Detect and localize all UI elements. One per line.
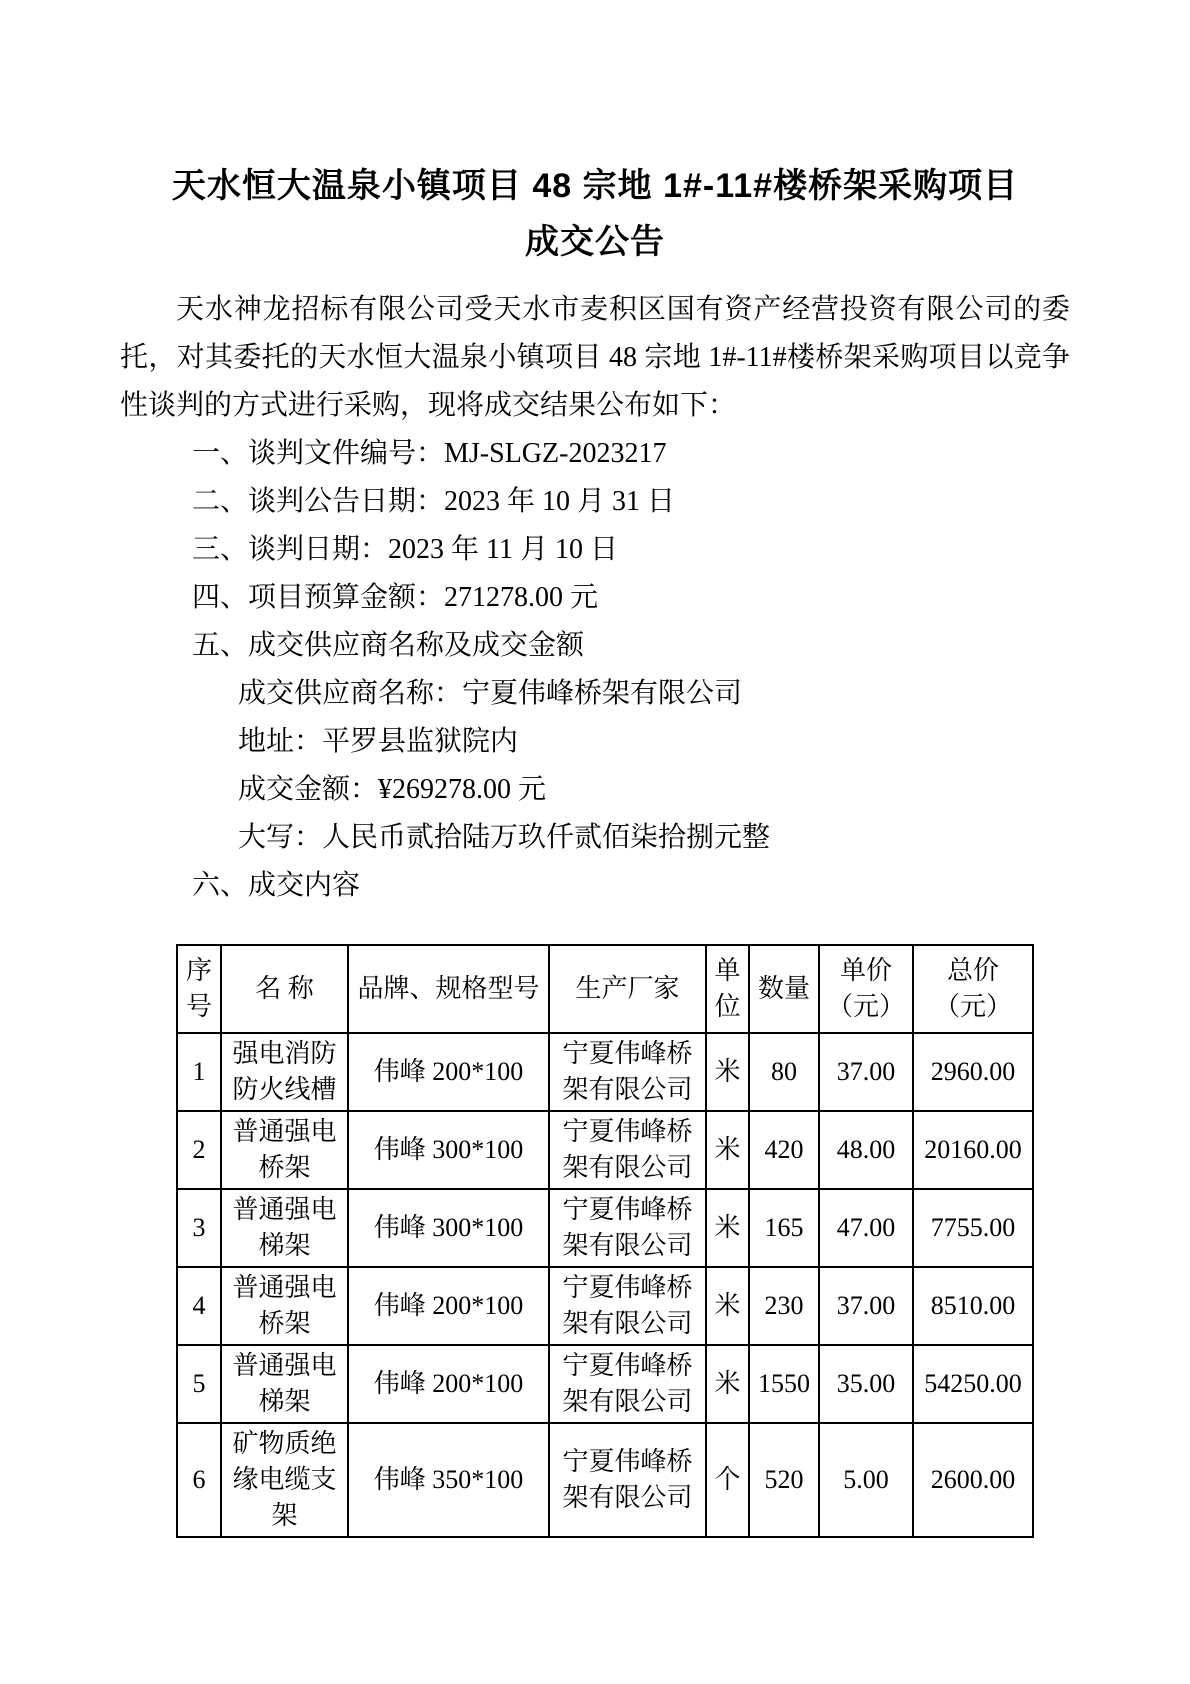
table-cell: 230 bbox=[749, 1267, 819, 1345]
table-cell: 宁夏伟峰桥架有限公司 bbox=[549, 1189, 706, 1267]
table-cell: 宁夏伟峰桥架有限公司 bbox=[549, 1423, 706, 1537]
supplier-detail-line: 大写：人民币贰拾陆万玖仟贰佰柒拾捌元整 bbox=[238, 822, 771, 853]
table-cell: 2600.00 bbox=[913, 1423, 1033, 1537]
table-cell: 普通强电桥架 bbox=[221, 1111, 348, 1189]
table-cell: 强电消防防火线槽 bbox=[221, 1033, 348, 1111]
table-header-cell: 生产厂家 bbox=[549, 945, 706, 1033]
table-cell: 普通强电桥架 bbox=[221, 1267, 348, 1345]
table-cell: 宁夏伟峰桥架有限公司 bbox=[549, 1111, 706, 1189]
table-row bbox=[177, 1033, 1033, 1111]
table-cell: 宁夏伟峰桥架有限公司 bbox=[549, 1267, 706, 1345]
table-cell: 6 bbox=[177, 1423, 221, 1537]
table-cell: 2 bbox=[177, 1111, 221, 1189]
numbered-items-list bbox=[120, 430, 1070, 670]
table-cell: 宁夏伟峰桥架有限公司 bbox=[549, 1345, 706, 1423]
table-cell: 4 bbox=[177, 1267, 221, 1345]
table-cell: 个 bbox=[706, 1423, 749, 1537]
table-cell: 伟峰 300*100 bbox=[348, 1189, 549, 1267]
table-header-cell: 单位 bbox=[706, 945, 749, 1033]
table-cell: 520 bbox=[749, 1423, 819, 1537]
numbered-item: 一、谈判文件编号：MJ-SLGZ-2023217 bbox=[192, 438, 667, 469]
numbered-item: 三、谈判日期：2023 年 11 月 10 日 bbox=[192, 534, 618, 565]
table-cell: 1550 bbox=[749, 1345, 819, 1423]
table-header-cell: 品牌、规格型号 bbox=[348, 945, 549, 1033]
award-content-table bbox=[176, 944, 1034, 1538]
table-cell: 米 bbox=[706, 1033, 749, 1111]
table-cell: 37.00 bbox=[819, 1033, 913, 1111]
table-cell: 伟峰 200*100 bbox=[348, 1267, 549, 1345]
table-cell: 矿物质绝缘电缆支架 bbox=[221, 1423, 348, 1537]
table-row bbox=[177, 1423, 1033, 1537]
numbered-item: 五、成交供应商名称及成交金额 bbox=[192, 630, 585, 661]
table-cell: 普通强电梯架 bbox=[221, 1189, 348, 1267]
title-line2: 成交公告 bbox=[525, 223, 665, 261]
title-line1: 天水恒大温泉小镇项目 48 宗地 1#-11#楼桥架采购项目 bbox=[171, 167, 1019, 205]
table-header-row bbox=[177, 945, 1033, 1033]
table-row bbox=[177, 1345, 1033, 1423]
supplier-details-list bbox=[120, 670, 1070, 862]
table-cell: 伟峰 200*100 bbox=[348, 1033, 549, 1111]
table-cell: 伟峰 200*100 bbox=[348, 1345, 549, 1423]
table-cell: 2960.00 bbox=[913, 1033, 1033, 1111]
table-cell: 80 bbox=[749, 1033, 819, 1111]
table-body bbox=[177, 1033, 1033, 1537]
numbered-item: 四、项目预算金额：271278.00 元 bbox=[192, 582, 599, 613]
table-cell: 5 bbox=[177, 1345, 221, 1423]
table-cell: 普通强电梯架 bbox=[221, 1345, 348, 1423]
table-cell: 5.00 bbox=[819, 1423, 913, 1537]
table-cell: 米 bbox=[706, 1345, 749, 1423]
table-row bbox=[177, 1111, 1033, 1189]
table-cell: 47.00 bbox=[819, 1189, 913, 1267]
table-header-cell: 总价（元） bbox=[913, 945, 1033, 1033]
table-cell: 7755.00 bbox=[913, 1189, 1033, 1267]
table-cell: 165 bbox=[749, 1189, 819, 1267]
table-cell: 米 bbox=[706, 1189, 749, 1267]
supplier-detail-line: 成交供应商名称：宁夏伟峰桥架有限公司 bbox=[238, 678, 743, 709]
table-cell: 米 bbox=[706, 1267, 749, 1345]
table-cell: 伟峰 300*100 bbox=[348, 1111, 549, 1189]
table-cell: 54250.00 bbox=[913, 1345, 1033, 1423]
table-row bbox=[177, 1267, 1033, 1345]
table-header-cell: 数量 bbox=[749, 945, 819, 1033]
supplier-detail-line: 地址：平罗县监狱院内 bbox=[238, 726, 519, 757]
page-title bbox=[120, 158, 1070, 270]
table-cell: 宁夏伟峰桥架有限公司 bbox=[549, 1033, 706, 1111]
table-row bbox=[177, 1189, 1033, 1267]
supplier-detail-line: 成交金额：¥269278.00 元 bbox=[238, 774, 547, 805]
table-cell: 48.00 bbox=[819, 1111, 913, 1189]
table-header-cell: 序号 bbox=[177, 945, 221, 1033]
section-six-heading: 六、成交内容 bbox=[192, 870, 361, 901]
numbered-item: 二、谈判公告日期：2023 年 10 月 31 日 bbox=[192, 486, 676, 517]
table-cell: 8510.00 bbox=[913, 1267, 1033, 1345]
table-cell: 3 bbox=[177, 1189, 221, 1267]
table-header-cell: 单价（元） bbox=[819, 945, 913, 1033]
table-cell: 35.00 bbox=[819, 1345, 913, 1423]
table-cell: 37.00 bbox=[819, 1267, 913, 1345]
table-header-cell: 名 称 bbox=[221, 945, 348, 1033]
table-cell: 420 bbox=[749, 1111, 819, 1189]
table-cell: 伟峰 350*100 bbox=[348, 1423, 549, 1537]
table-cell: 米 bbox=[706, 1111, 749, 1189]
table-cell: 1 bbox=[177, 1033, 221, 1111]
intro-paragraph: 天水神龙招标有限公司受天水市麦积区国有资产经营投资有限公司的委托，对其委托的天水恒大温泉小镇项目 48 宗地 1#-11#楼桥架采购项目以竞争性谈判的方式进行采购，现将成交结果公布如下： bbox=[120, 294, 1070, 421]
table-cell: 20160.00 bbox=[913, 1111, 1033, 1189]
